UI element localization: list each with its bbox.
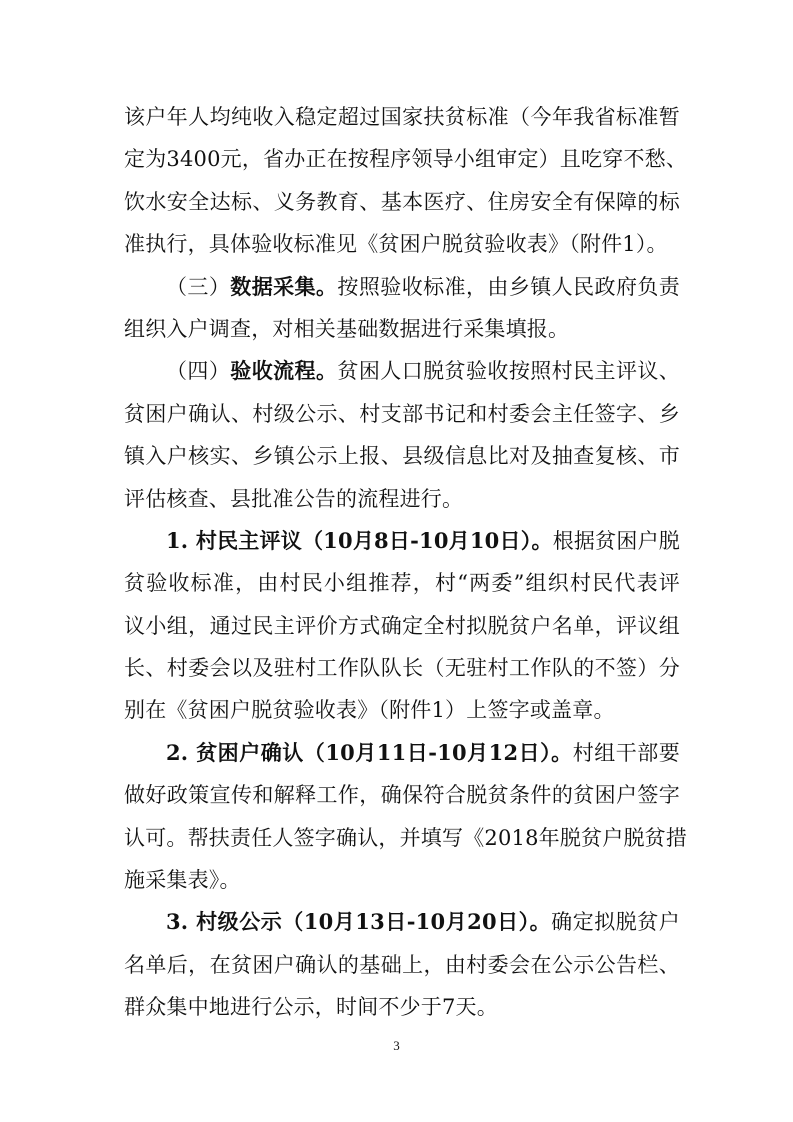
text-line: 组织入户调查，对相关基础数据进行采集填报。 [124, 316, 570, 341]
paragraph-data-collection [124, 266, 680, 351]
step-first-line [124, 901, 680, 943]
text-line: 长、村委会以及驻村工作队队长（无驻村工作队的不签）分 [124, 656, 680, 681]
page-number: 3 [393, 1038, 400, 1053]
text-run: 村组干部要 [572, 740, 680, 765]
text-line: 贫困户确认、村级公示、村支部书记和村委会主任签字、乡 [124, 401, 680, 426]
paragraph-acceptance-process [124, 350, 680, 520]
section-number: （四） [166, 359, 231, 384]
document-body [124, 96, 688, 1029]
text-line: 做好政策宣传和解释工作，确保符合脱贫条件的贫困户签字 [124, 783, 680, 808]
paragraph-step-1 [124, 520, 680, 732]
step-title: 2. 贫困户确认（10月11日-10月12日）。 [166, 739, 573, 765]
section-number: （三） [166, 274, 231, 299]
paragraph-step-2 [124, 732, 688, 902]
text-run: 按照验收标准，由乡镇人民政府负责 [337, 274, 681, 299]
text-line: 贫验收标准，由村民小组推荐，村“两委”组织村民代表评 [124, 571, 680, 596]
section-first-line [124, 350, 680, 392]
text-line: 群众集中地进行公示，时间不少于7天。 [124, 995, 498, 1020]
text-line: 名单后，在贫困户确认的基础上，由村委会在公示公告栏、 [124, 952, 680, 977]
text-line: 饮水安全达标、义务教育、基本医疗、住房安全有保障的标 [124, 189, 680, 214]
section-title: 数据采集。 [230, 273, 338, 299]
text-line: 该户年人均纯收入稳定超过国家扶贫标准（今年我省标准暂 [124, 105, 680, 129]
text-line: 议小组，通过民主评价方式确定全村拟脱贫户名单，评议组 [124, 613, 680, 638]
text-line: 评估核查、县批准公告的流程进行。 [124, 486, 464, 511]
text-run: 确定拟脱贫户 [551, 910, 681, 935]
text-line: 定为3400元，省办正在按程序领导小组审定）且吃穿不愁、 [124, 147, 688, 172]
text-line: 认可。帮扶责任人签字确认，并填写《2018年脱贫户脱贫措 [124, 825, 688, 850]
text-line: 别在《贫困户脱贫验收表》（附件1）上签字或盖章。 [124, 698, 615, 723]
text-run: 根据贫困户脱 [552, 528, 680, 553]
text-run: 贫困人口脱贫验收按照村民主评议、 [337, 359, 681, 384]
step-first-line [124, 520, 680, 562]
text-line: 准执行，具体验收标准见《贫困户脱贫验收表》（附件1）。 [124, 232, 668, 257]
section-title: 验收流程。 [230, 358, 338, 384]
step-title: 1. 村民主评议（10月8日-10月10日）。 [166, 527, 553, 553]
text-line: 施采集表》。 [124, 868, 241, 893]
text-line: 镇入户核实、乡镇公示上报、县级信息比对及抽查复核、市 [124, 444, 680, 469]
paragraph-standard [124, 96, 688, 266]
paragraph-step-3 [124, 901, 680, 1028]
step-title: 3. 村级公示（10月13日-10月20日）。 [166, 909, 552, 935]
section-first-line [124, 266, 680, 308]
step-first-line [124, 732, 680, 774]
